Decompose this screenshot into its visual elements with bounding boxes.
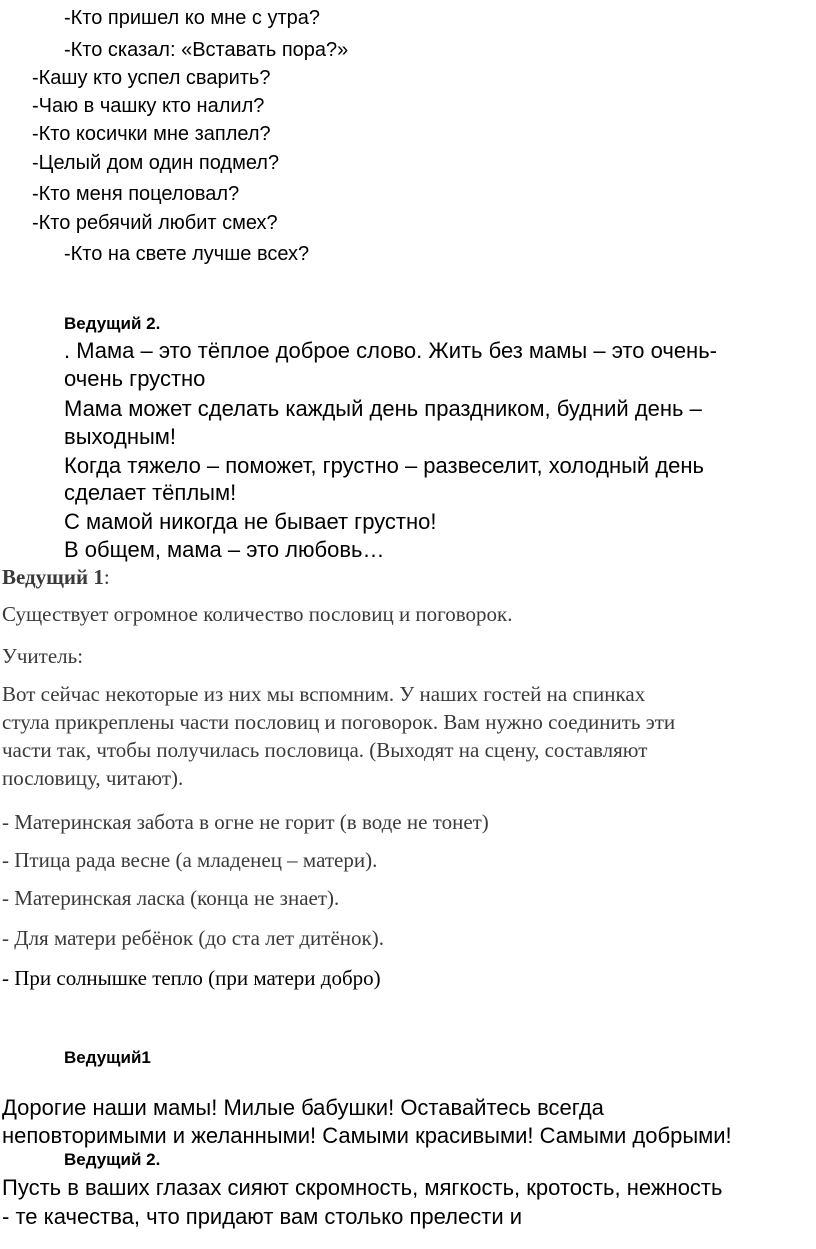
text-line: В общем, мама – это любовь… <box>64 537 385 562</box>
poem-line: -Кто меня поцеловал? <box>32 183 240 205</box>
text-line: Вот сейчас некоторые из них мы вспомним. У наших гостей на спинках <box>2 682 646 706</box>
text-line: - те качества, что придают вам столько прелести и <box>2 1204 523 1229</box>
speaker-label: Ведущий1 <box>64 1048 151 1067</box>
proverb-item: - Птица рада весне (а младенец – матери). <box>2 848 378 872</box>
speaker-label-row <box>2 563 110 591</box>
text-line: Когда тяжело – поможет, грустно – развеселит, холодный день <box>64 453 704 478</box>
text-line: части так, чтобы получилась пословица. (Выходят на сцену, составляют <box>2 738 648 762</box>
proverb-item: - Для матери ребёнок (до ста лет дитёнок). <box>2 926 384 950</box>
text-line: С мамой никогда не бывает грустно! <box>64 509 437 534</box>
text-line: стула прикреплены части пословиц и поговорок. Вам нужно соединить эти <box>2 710 676 734</box>
proverb-item: - При солнышке тепло (при матери добро) <box>2 966 381 990</box>
text-line: Дорогие наши мамы! Милые бабушки! Оставайтесь всегда <box>2 1095 604 1120</box>
speaker-colon: : <box>103 565 110 589</box>
text-line: очень грустно <box>64 366 206 391</box>
text-line: неповторимыми и желанными! Самыми красивыми! Самыми добрыми! <box>2 1123 732 1148</box>
text-line: Мама может сделать каждый день праздником, будний день – <box>64 396 702 421</box>
text-line: пословицу, читают). <box>2 766 184 790</box>
text-line: выходным! <box>64 424 177 449</box>
poem-line: -Кто на свете лучше всех? <box>64 243 310 265</box>
proverb-item: - Материнская забота в огне не горит (в воде не тонет) <box>2 810 489 834</box>
speaker-label: Ведущий 2. <box>64 1150 161 1169</box>
poem-line: -Чаю в чашку кто налил? <box>32 95 265 117</box>
text-line: Существует огромное количество пословиц и поговорок. <box>2 602 513 626</box>
poem-line: -Кто сказал: «Вставать пора?» <box>64 39 349 61</box>
speaker-label: Ведущий 2. <box>64 314 161 333</box>
teacher-label: Учитель: <box>2 644 84 668</box>
text-line: сделает тёплым! <box>64 480 237 505</box>
poem-line: -Кашу кто успел сварить? <box>32 67 271 89</box>
poem-line: -Кто косички мне заплел? <box>32 123 271 145</box>
proverb-item: - Материнская ласка (конца не знает). <box>2 886 340 910</box>
poem-line: -Кто ребячий любит смех? <box>32 212 278 234</box>
text-line: . Мама – это тёплое доброе слово. Жить без мамы – это очень- <box>64 338 717 363</box>
speaker-label: Ведущий 1 <box>2 565 104 589</box>
text-line: Пусть в ваших глазах сияют скромность, мягкость, кротость, нежность <box>2 1175 723 1200</box>
poem-line: -Целый дом один подмел? <box>32 152 280 174</box>
poem-line: -Кто пришел ко мне с утра? <box>64 7 320 29</box>
